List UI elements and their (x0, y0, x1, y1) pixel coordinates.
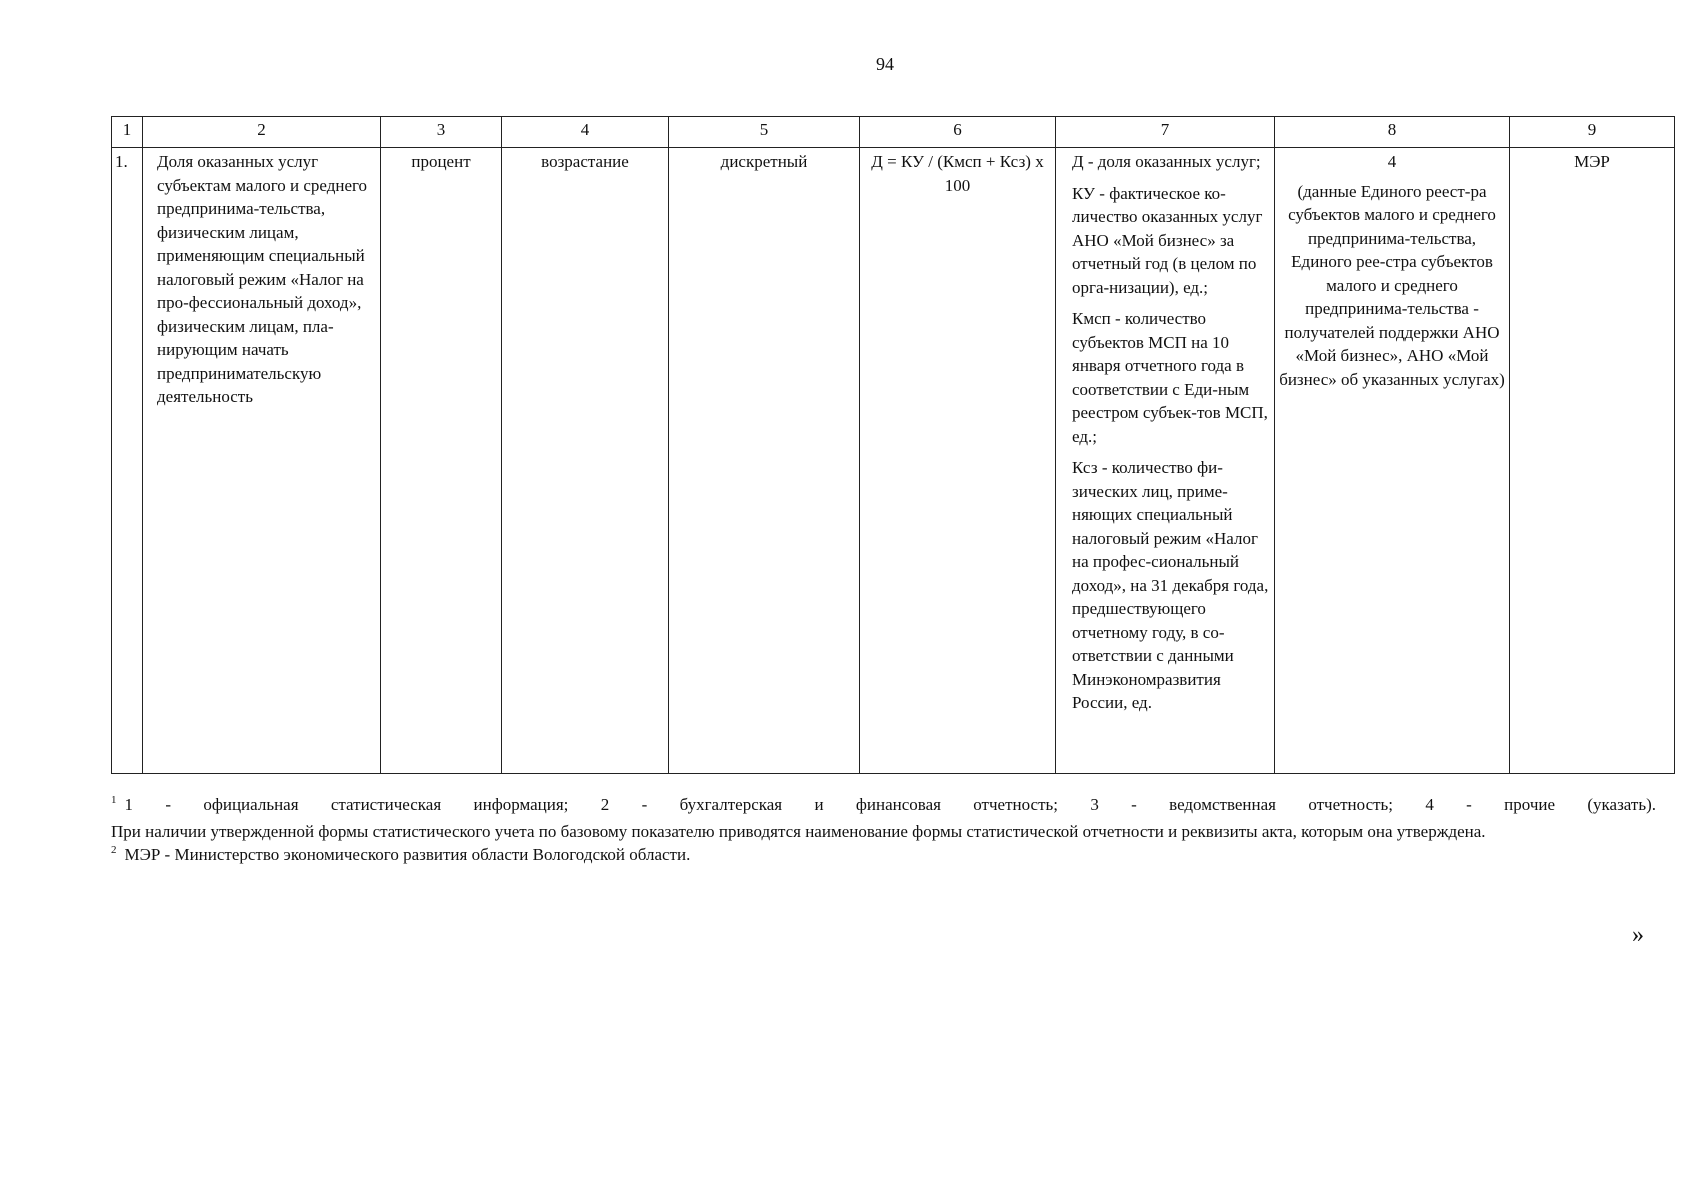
indicator-name: Доля оказанных услуг субъектам малого и среднего предпринима-тельства, физическим лицам, применяющим специальный налоговый режим «Налог на про-фессиональный доход», физическим лицам, пла-нирующим начать предпринимательскую деятельность (143, 148, 381, 774)
col-header-5: 5 (669, 117, 860, 148)
table-row (112, 148, 1675, 774)
col-header-9: 9 (1510, 117, 1675, 148)
col-header-7: 7 (1056, 117, 1275, 148)
col-header-4: 4 (502, 117, 669, 148)
definition-d: Д - доля оказанных услуг; (1072, 152, 1261, 171)
direction: возрастание (502, 148, 669, 774)
footnote-2 (111, 843, 1656, 870)
indicator-table (111, 116, 1675, 774)
definition-ku: КУ - фактическое ко-личество оказанных услуг АНО «Мой бизнес» за отчетный год (в целом по орга-низации), ед.; (1072, 183, 1263, 297)
calculation-formula: Д = КУ / (Кмсп + Ксз) х 100 (860, 148, 1056, 774)
footnote-2-text: МЭР - Министерство экономического развития области Вологодской области. (124, 845, 691, 864)
footnote-2-mark: 2 (111, 844, 117, 856)
data-source-text: (данные Единого реест-ра субъектов малого и среднего предпринима-тельства, Единого рее-стра субъектов малого и среднего предпринима-тельства - получателей поддержки АНО «Мой бизнес», АНО «Мой бизнес» об указанных услугах) (1279, 181, 1505, 389)
definition-kmsp: Кмсп - количество субъектов МСП на 10 января отчетного года в соответствии с Еди-ным реестром субъек-тов МСП, ед.; (1072, 309, 1268, 446)
col-header-1: 1 (112, 117, 143, 148)
row-number: 1. (112, 148, 143, 774)
col-header-8: 8 (1275, 117, 1510, 148)
footnotes (111, 793, 1656, 870)
table-header-row (112, 117, 1675, 148)
page-number: 94 (876, 54, 894, 74)
data-source (1275, 148, 1510, 774)
col-header-2: 2 (143, 117, 381, 148)
definition-ksz: Ксз - количество фи-зических лиц, приме-няющих специальный налоговый режим «Налог на профес-сиональный доход», на 31 декабря года, предшествующего отчетному году, в со-ответствии с данными Минэкономразвития России, ед. (1072, 458, 1269, 712)
footnote-1-lead: $^1$ 1 (111, 794, 133, 814)
data-source-code: 4 (1387, 152, 1397, 171)
formula-definitions (1056, 148, 1275, 774)
closing-quote-mark: » (1632, 922, 1644, 948)
unit-of-measure: процент (381, 148, 502, 774)
col-header-6: 6 (860, 117, 1056, 148)
responsible-body: МЭР (1510, 148, 1675, 774)
footnote-1-mark: 1 (111, 794, 117, 806)
footnote-1-rest: При наличии утвержденной формы статистического учета по базовому показателю приводятся наименование формы статистической отчетности и реквизиты акта, которым она утверждена. (111, 821, 1486, 841)
footnote-1-first-line: $^1$ 1 - официальная статистическая информация; 2 - бухгалтерская и финансовая отчетность; 3 - ведомственная отчетность; 4 - прочие (указать). (111, 793, 1656, 820)
indicator-type: дискретный (669, 148, 860, 774)
col-header-3: 3 (381, 117, 502, 148)
